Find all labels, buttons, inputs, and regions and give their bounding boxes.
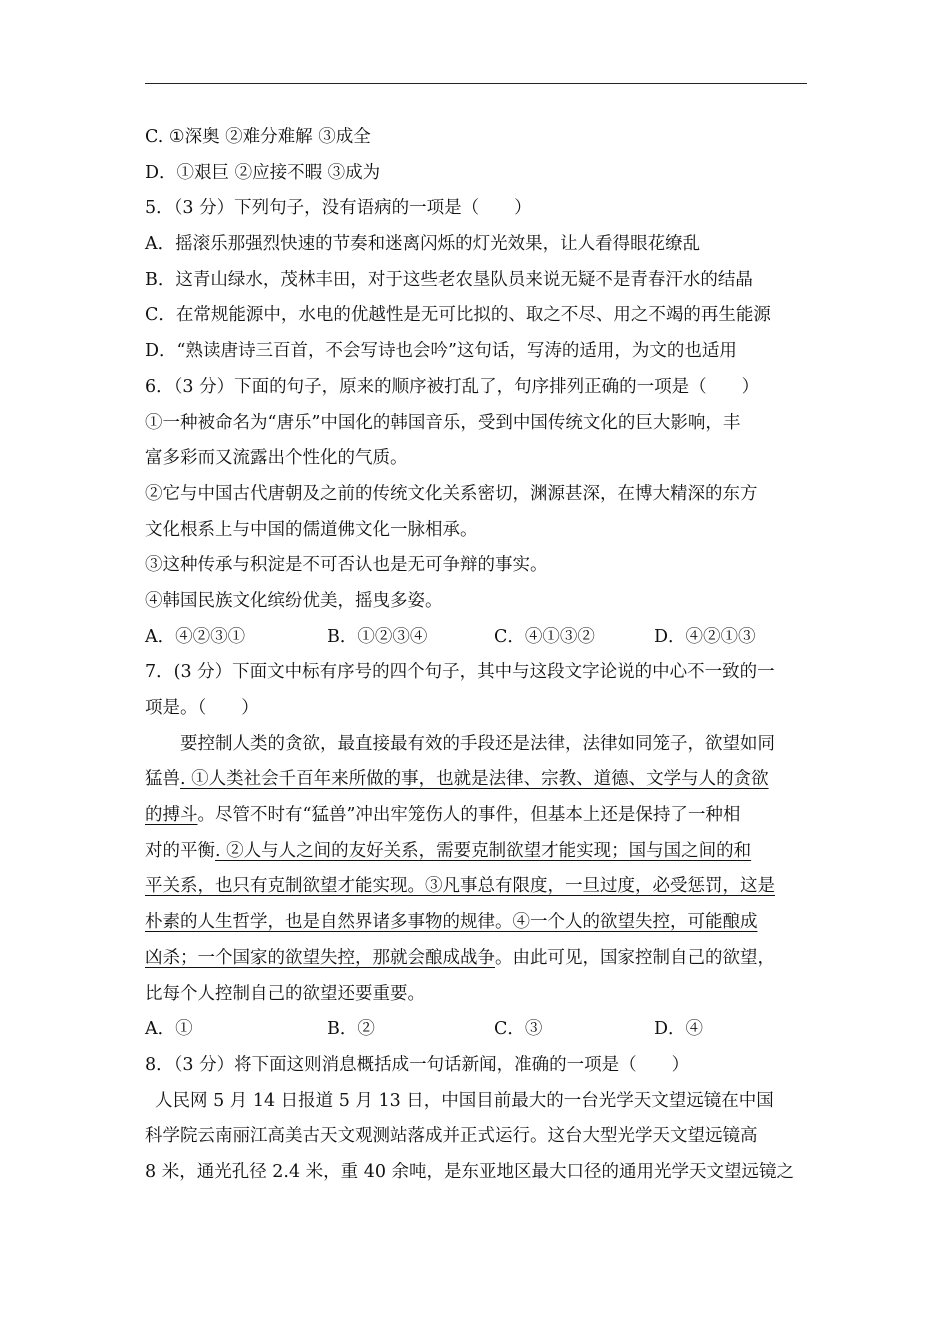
q5-option-c: C．在常规能源中，水电的优越性是无可比拟的、取之不尽、用之不竭的再生能源 (145, 305, 771, 326)
q6-stem: 6．（3 分）下面的句子，原来的顺序被打乱了，句序排列正确的一项是（ ） (145, 376, 760, 397)
q6-options (145, 620, 810, 656)
q7-option-b: B．② (327, 1019, 375, 1040)
q6-option-b: B．①②③④ (327, 626, 428, 647)
q7-passage-line-7 (145, 941, 810, 977)
q5-option-a: A．摇滚乐那强烈快速的节奏和迷离闪烁的灯光效果，让人看得眼花缭乱 (145, 234, 701, 255)
q6-sentence-2-line-2: 文化根系上与中国的儒道佛文化一脉相承。 (145, 519, 478, 540)
q7-passage-text: 猛兽 (145, 769, 180, 790)
q6-sentence-2-line-1: ②它与中国古代唐朝及之前的传统文化关系密切，渊源甚深，在博大精深的东方 (145, 483, 758, 504)
q8-news-line-1: 人民网 5 月 14 日报道 5 月 13 日，中国目前最大的一台光学天文望远镜在中国 (155, 1090, 774, 1111)
q6-option-c: C．④①③② (494, 626, 595, 647)
q7-option-a: A．① (145, 1019, 193, 1040)
q6-option-a: A．④②③① (145, 626, 246, 647)
q7-option-d: D．④ (654, 1019, 704, 1040)
q6-sentence-1-line-1: ①一种被命名为“唐乐”中国化的韩国音乐，受到中国传统文化的巨大影响，丰 (145, 412, 741, 433)
header-rule (145, 83, 807, 84)
q7-stem-line-1: 7．(3 分）下面文中标有序号的四个句子，其中与这段文字论说的中心不一致的一 (145, 662, 775, 683)
q5-option-b: B．这青山绿水，茂林丰田，对于这些老农垦队员来说无疑不是青春汗水的结晶 (145, 269, 753, 290)
q4-option-d: D．①艰巨 ②应接不暇 ③成为 (145, 162, 381, 183)
q7-passage-text: 。尽管不时有“猛兽”冲出牢笼伤人的事件，但基本上还是保持了一种相 (197, 805, 741, 826)
q7-option-c: C．③ (494, 1019, 543, 1040)
q8-stem: 8．（3 分）将下面这则消息概括成一句话新闻，准确的一项是（ ） (145, 1054, 690, 1075)
q7-passage-text: 。由此可见，国家控制自己的欲望， (495, 947, 775, 968)
q8-news-line-3: 8 米，通光孔径 2.4 米，重 40 余吨，是东亚地区最大口径的通用光学天文望远镜之 (145, 1161, 795, 1182)
q7-passage-line-4 (145, 834, 810, 870)
q7-sentence-2: . ②人与人之间的友好关系，需要克制欲望才能实现；国与国之间的和 (215, 840, 752, 861)
q7-sentence-4-end: 凶杀；一个国家的欲望失控，那就会酿成战争 (145, 947, 495, 968)
q7-passage-line-5: 平关系，也只有克制欲望才能实现。③凡事总有限度，一旦过度，必受惩罚，这是 (145, 876, 775, 897)
q6-option-d: D．④②①③ (654, 626, 756, 647)
q7-sentence-1-end: 的搏斗 (145, 805, 198, 826)
q7-options (145, 1012, 810, 1048)
q7-stem-line-2: 项是。（ ） (145, 698, 259, 718)
q7-passage-line-1: 要控制人类的贪欲，最直接最有效的手段还是法律，法律如同笼子，欲望如同 (180, 733, 775, 754)
q7-passage-line-8: 比每个人控制自己的欲望还要重要。 (145, 983, 425, 1004)
q7-sentence-1: . ①人类社会千百年来所做的事，也就是法律、宗教、道德、文学与人的贪欲 (180, 769, 769, 790)
q7-passage-line-2 (145, 762, 810, 798)
q7-passage-line-3 (145, 798, 810, 834)
q7-passage-line-6: 朴素的人生哲学，也是自然界诸多事物的规律。④一个人的欲望失控，可能酿成 (145, 912, 758, 933)
q6-sentence-4: ④韩国民族文化缤纷优美，摇曳多姿。 (145, 590, 443, 611)
q6-sentence-3: ③这种传承与积淀是不可否认也是无可争辩的事实。 (145, 555, 548, 576)
q7-passage-text: 对的平衡 (145, 840, 215, 861)
q4-option-c: C. ①深奥 ②难分难解 ③成全 (145, 127, 371, 147)
exam-page (145, 120, 810, 1191)
q8-news-line-2: 科学院云南丽江高美古天文观测站落成并正式运行。这台大型光学天文望远镜高 (145, 1126, 758, 1147)
q5-stem: 5．（3 分）下列句子，没有语病的一项是（ ） (145, 198, 532, 219)
q6-sentence-1-line-2: 富多彩而又流露出个性化的气质。 (145, 448, 408, 469)
q5-option-d: D．“熟读唐诗三百首，不会写诗也会吟”这句话，写涛的适用，为文的也适用 (145, 341, 737, 362)
